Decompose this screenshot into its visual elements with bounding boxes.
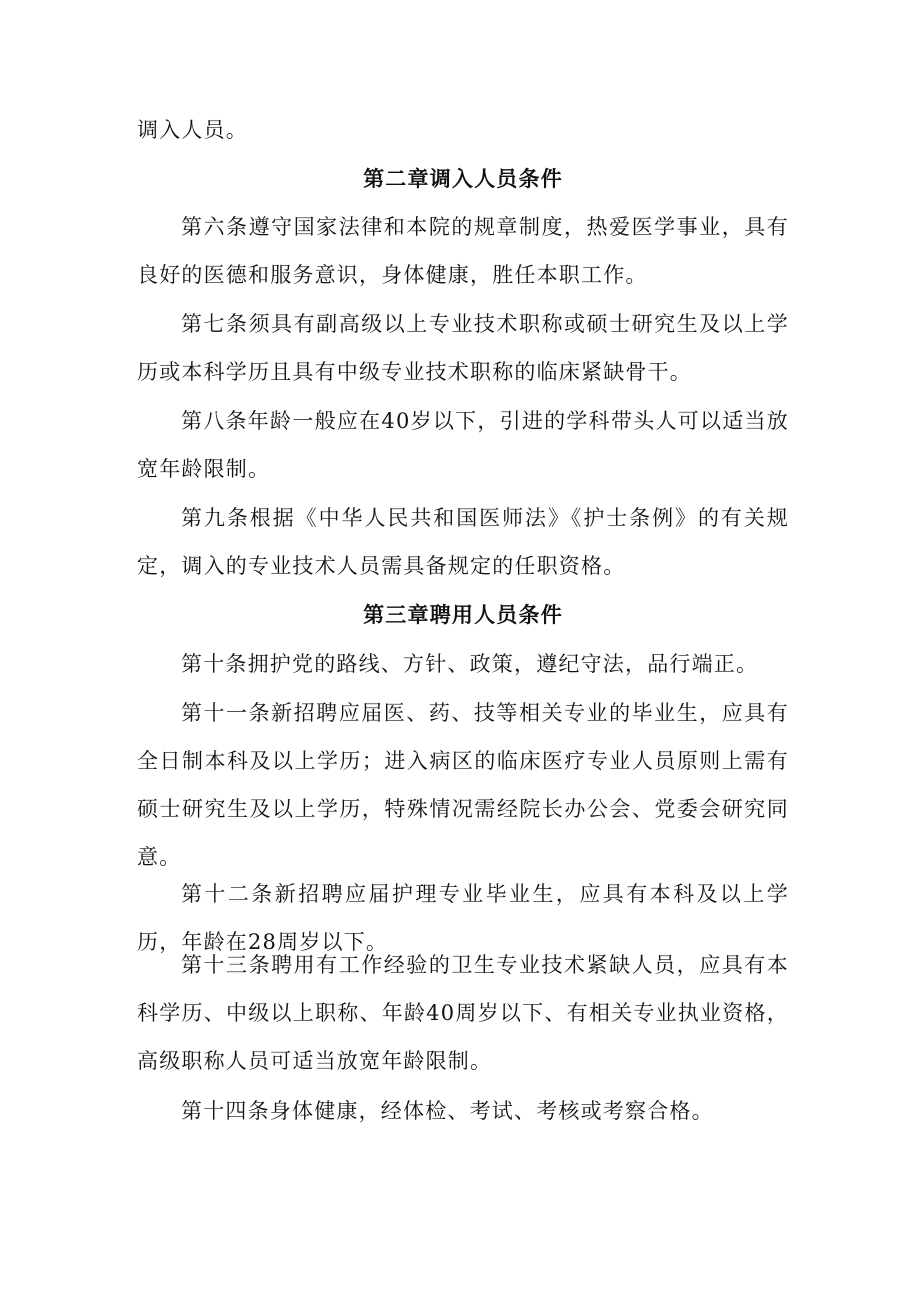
article-6: 第六条遵守国家法律和本院的规章制度，热爱医学事业，具有良好的医德和服务意识，身体健康，胜任本职工作。 — [137, 215, 789, 287]
chapter-2-heading: 第二章调入人员条件 — [363, 167, 563, 191]
article-7: 第七条须具有副高级以上专业技术职称或硕士研究生及以上学历或本科学历且具有中级专业技术职称的临床紧缺骨干。 — [137, 312, 789, 384]
article-8: 第八条年龄一般应在40岁以下，引进的学科带头人可以适当放宽年龄限制。 — [137, 409, 789, 481]
article-12: 第十二条新招聘应届护理专业毕业生，应具有本科及以上学历，年龄在28周岁以下。 — [137, 882, 789, 954]
article-9: 第九条根据《中华人民共和国医师法》《护士条例》的有关规定，调入的专业技术人员需具备规定的任职资格。 — [137, 506, 789, 578]
article-13: 第十三条聘用有工作经验的卫生专业技术紧缺人员，应具有本科学历、中级以上职称、年龄40周岁以下、有相关专业执业资格，高级职称人员可适当放宽年龄限制。 — [137, 953, 789, 1073]
chapter-3-heading: 第三章聘用人员条件 — [363, 603, 563, 627]
article-11: 第十一条新招聘应届医、药、技等相关专业的毕业生，应具有全日制本科及以上学历；进入病区的临床医疗专业人员原则上需有硕士研究生及以上学历，特殊情况需经院长办公会、党委会研究同意。 — [137, 701, 789, 869]
carryover-text: 调入人员。 — [137, 118, 248, 142]
article-14: 第十四条身体健康，经体检、考试、考核或考察合格。 — [181, 1099, 714, 1123]
article-10: 第十条拥护党的路线、方针、政策，遵纪守法，品行端正。 — [181, 652, 759, 676]
